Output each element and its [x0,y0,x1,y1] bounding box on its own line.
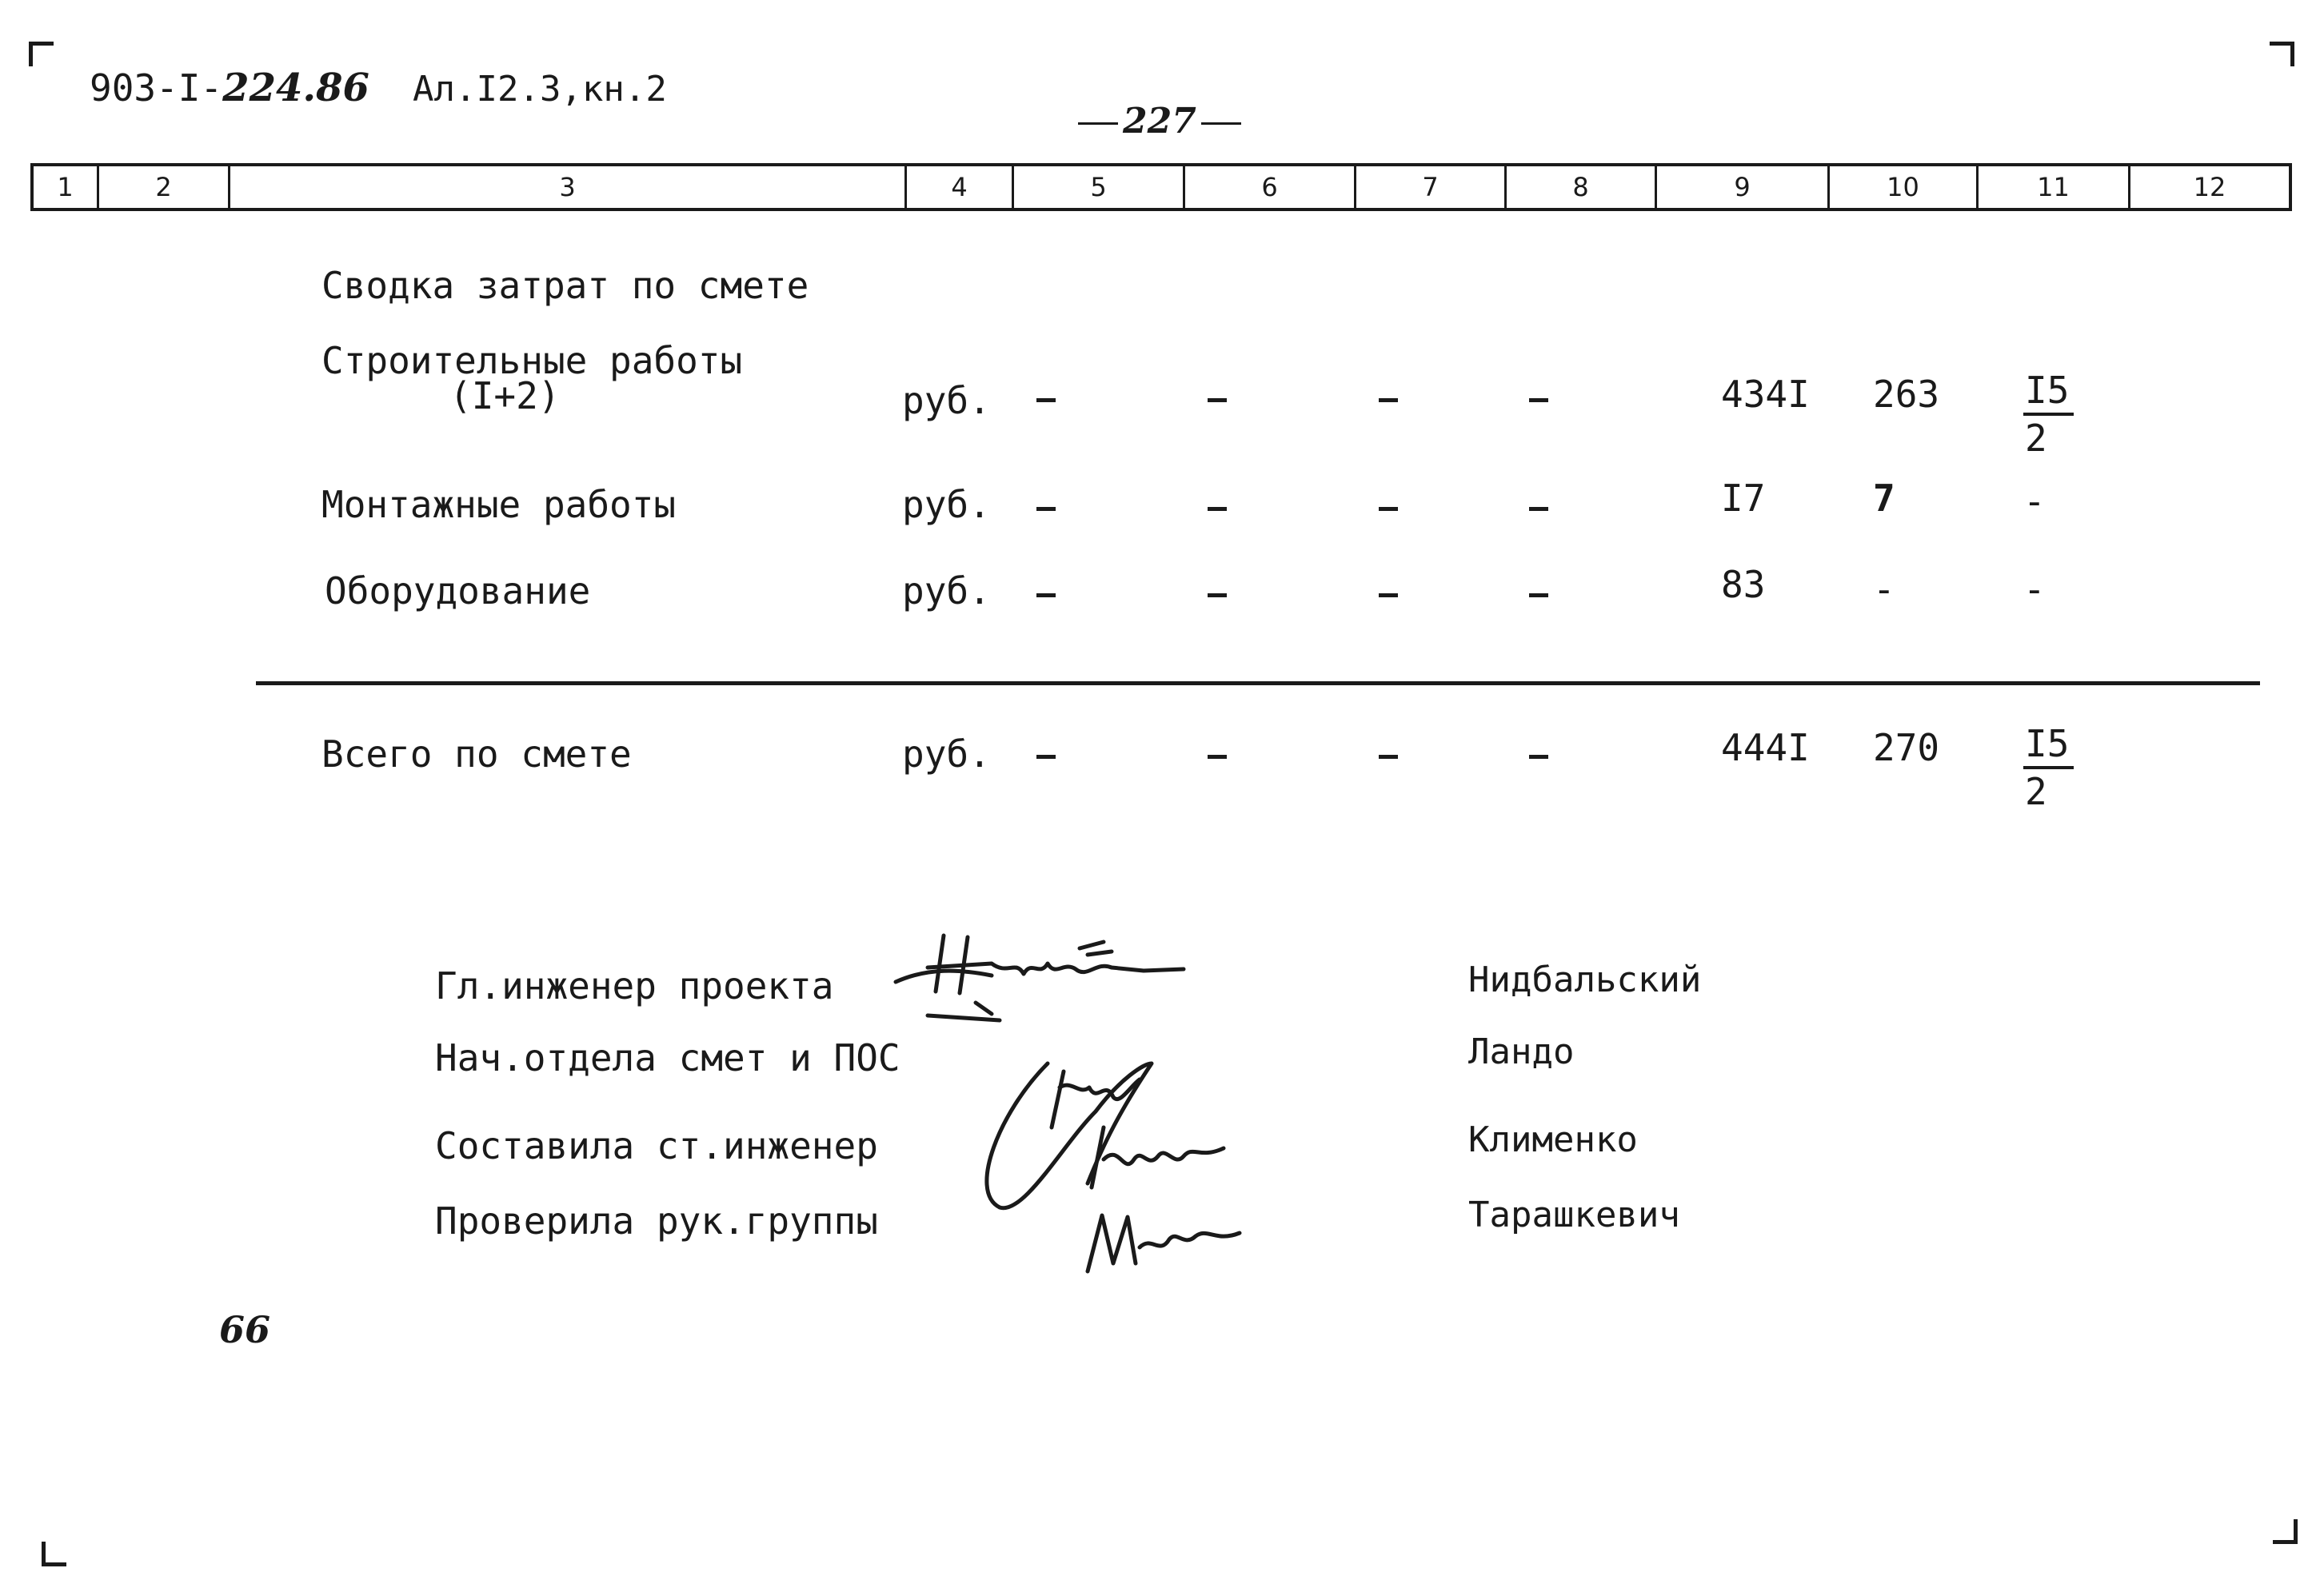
row-unit-installation: руб. [902,483,991,526]
column-header-6: 6 [1185,166,1356,208]
document-code-prefix: 903-I- [90,66,223,110]
signature-name-chief-engineer: Нидбальский [1468,960,1702,1000]
column-header-5: 5 [1014,166,1185,208]
row-dash-total-c6 [1208,755,1227,759]
column-header-row [30,163,2292,211]
row-dash-equipment-c8 [1529,593,1548,597]
row-dash-construction-c8 [1529,398,1548,402]
row-label-installation: Монтажные работы [321,483,677,526]
fraction-denominator: 2 [2025,417,2047,460]
row-value-installation-c11: - [2023,480,2046,523]
row-dash-installation-c6 [1208,507,1227,511]
row-dash-total-c5 [1036,755,1056,759]
column-header-3: 3 [230,166,907,208]
row-value-equipment-c9: 83 [1721,563,1766,606]
row-label-construction-sub: (I+2) [449,374,561,417]
signature-name-head-of-department: Ландо [1468,1031,1575,1072]
total-divider-line [256,681,2260,685]
row-fraction-total-c11 [2023,723,2074,814]
row-value-equipment-c10: - [1873,568,1895,611]
row-value-total-c10: 270 [1873,726,1940,769]
album-reference: Ал.I2.3,кн.2 [413,69,667,110]
corner-mark-top-left [29,42,54,66]
column-header-11: 11 [1979,166,2130,208]
row-value-installation-c10: 7 [1873,477,1895,520]
row-dash-total-c8 [1529,755,1548,759]
row-label-equipment: Оборудование [325,569,591,612]
corner-mark-top-right [2270,42,2294,66]
row-dash-equipment-c7 [1379,593,1398,597]
page-number-value: 227 [1123,101,1196,142]
fraction-denominator: 2 [2025,770,2047,813]
corner-mark-bottom-left [42,1542,66,1566]
row-value-construction-c9: 434I [1721,373,1810,416]
row-label-total: Всего по смете [321,732,632,776]
corner-mark-bottom-right [2273,1519,2298,1544]
sheet-mark: 66 [219,1308,271,1351]
row-dash-installation-c7 [1379,507,1398,511]
row-unit-total: руб. [902,732,991,776]
signature-role-compiled-by: Составила ст.инженер [435,1124,878,1167]
row-unit-equipment: руб. [902,569,991,612]
row-dash-total-c7 [1379,755,1398,759]
row-value-construction-c10: 263 [1873,373,1940,416]
column-header-10: 10 [1830,166,1979,208]
signature-name-checked-by: Тарашкевич [1468,1195,1680,1235]
column-header-8: 8 [1507,166,1657,208]
signature-role-chief-engineer: Гл.инженер проекта [435,964,834,1007]
row-dash-construction-c6 [1208,398,1227,402]
row-fraction-construction-c11 [2023,369,2074,461]
row-dash-construction-c5 [1036,398,1056,402]
row-value-total-c9: 444I [1721,726,1810,769]
document-code-handwritten: 224.86 [222,66,369,110]
summary-title: Сводка затрат по смете [321,264,809,307]
row-value-equipment-c11: - [2023,568,2046,611]
row-value-installation-c9: I7 [1721,477,1766,520]
signature-role-head-of-department: Нач.отдела смет и ПОС [435,1036,900,1079]
column-header-7: 7 [1356,166,1507,208]
row-dash-equipment-c6 [1208,593,1227,597]
fraction-numerator: I5 [2023,369,2074,416]
column-header-9: 9 [1657,166,1830,208]
column-header-12: 12 [2193,172,2226,202]
fraction-numerator: I5 [2023,723,2074,769]
row-dash-installation-c8 [1529,507,1548,511]
document-code [90,66,369,110]
row-dash-equipment-c5 [1036,593,1056,597]
column-header-2: 2 [99,166,230,208]
signature-name-compiled-by: Клименко [1468,1119,1638,1160]
signature-role-checked-by: Проверила рук.группы [435,1199,878,1243]
page-number [1078,101,1241,142]
column-header-1: 1 [34,166,99,208]
row-label-construction: Строительные работы [321,339,743,382]
row-dash-installation-c5 [1036,507,1056,511]
column-header-4: 4 [907,166,1014,208]
row-unit-construction: руб. [902,379,991,422]
row-dash-construction-c7 [1379,398,1398,402]
handwritten-signatures [880,920,1328,1295]
